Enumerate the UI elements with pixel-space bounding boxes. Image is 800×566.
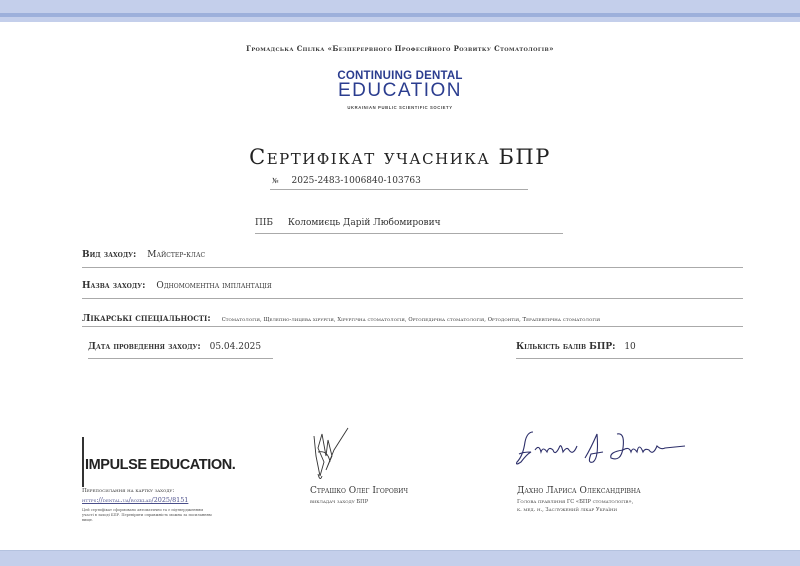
logo-tagline: UKRAINIAN PUBLIC SCIENTIFIC SOCIETY <box>347 105 453 110</box>
disclaimer-text: Цей сертифікат сформовано автоматично та є підтвердженням участі в заході БПР. Перевірити справжність можна за посиланням вище. <box>82 508 212 522</box>
event-card-link-label: Перепосилання на картку заходу: <box>82 488 175 494</box>
number-sign: № <box>272 177 279 185</box>
certificate-number-row <box>270 176 528 190</box>
signer-1-name: Страшко Олег Ігорович <box>310 486 409 496</box>
points-value: 10 <box>624 342 636 352</box>
impulse-brand-text: IMPULSE EDUCATION. <box>85 457 236 473</box>
specialties-label: Лікарські спеціальності: <box>82 313 211 324</box>
event-name-row <box>82 281 743 299</box>
event-type-row <box>82 250 743 268</box>
signer-2-role-line-1: Голова правління ГС «БПР стоматологів», <box>517 499 634 505</box>
signature-strashko-icon <box>308 426 352 482</box>
specialties-row <box>82 313 743 327</box>
event-type-value: Майстер-клас <box>147 250 206 260</box>
logo-line-2: EDUCATION <box>338 80 462 101</box>
signer-2-role-line-2: к. мед. н., Заслужений лікар України <box>517 507 617 513</box>
signature-dakhno-icon <box>513 428 688 468</box>
certificate-number: 2025-2483-1006840-103763 <box>291 176 421 186</box>
signer-1-role: викладач заходу БПР <box>310 499 369 505</box>
logo-line-1: CONTINUING DENTAL <box>337 70 463 82</box>
participant-name-row <box>255 218 563 234</box>
bottom-decorative-band <box>0 550 800 566</box>
event-date-row <box>88 342 273 359</box>
event-type-label: Вид заходу: <box>82 250 137 260</box>
specialties-value: Стоматологія, Щелепно-лицева хірургія, Хірургічна стоматологія, Ортопедична стоматологія, Ортодонтія, Терапевтична стоматологія <box>221 317 601 323</box>
signer-1 <box>310 486 408 506</box>
participant-name: Коломиєць Дарій Любомирович <box>287 218 441 228</box>
event-name-label: Назва заходу: <box>82 281 146 291</box>
top-band-stripe <box>0 13 800 17</box>
event-date-value: 05.04.2025 <box>209 342 262 352</box>
logo-vertical-bar <box>82 437 84 487</box>
organization-name: Громадська Спілка «Безперервного Професійного Розвитку Стоматологів» <box>246 44 554 53</box>
signer-2 <box>517 486 641 514</box>
points-label: Кількість балів БПР: <box>516 342 616 352</box>
top-decorative-band <box>0 0 800 22</box>
event-date-label: Дата проведення заходу: <box>88 342 201 352</box>
event-card-link[interactable]: https://dental.ua/rozklad/2025/8151 <box>82 496 189 504</box>
certificate-title: Сертифікат учасника БПР <box>249 145 551 169</box>
event-name-value: Одномоментна імплантація <box>156 281 272 291</box>
signer-2-name: Дахно Лариса Олександрівна <box>517 486 641 496</box>
pib-label: ПІБ <box>255 218 274 228</box>
points-row <box>516 342 743 359</box>
continuing-dental-education-logo <box>333 70 467 110</box>
